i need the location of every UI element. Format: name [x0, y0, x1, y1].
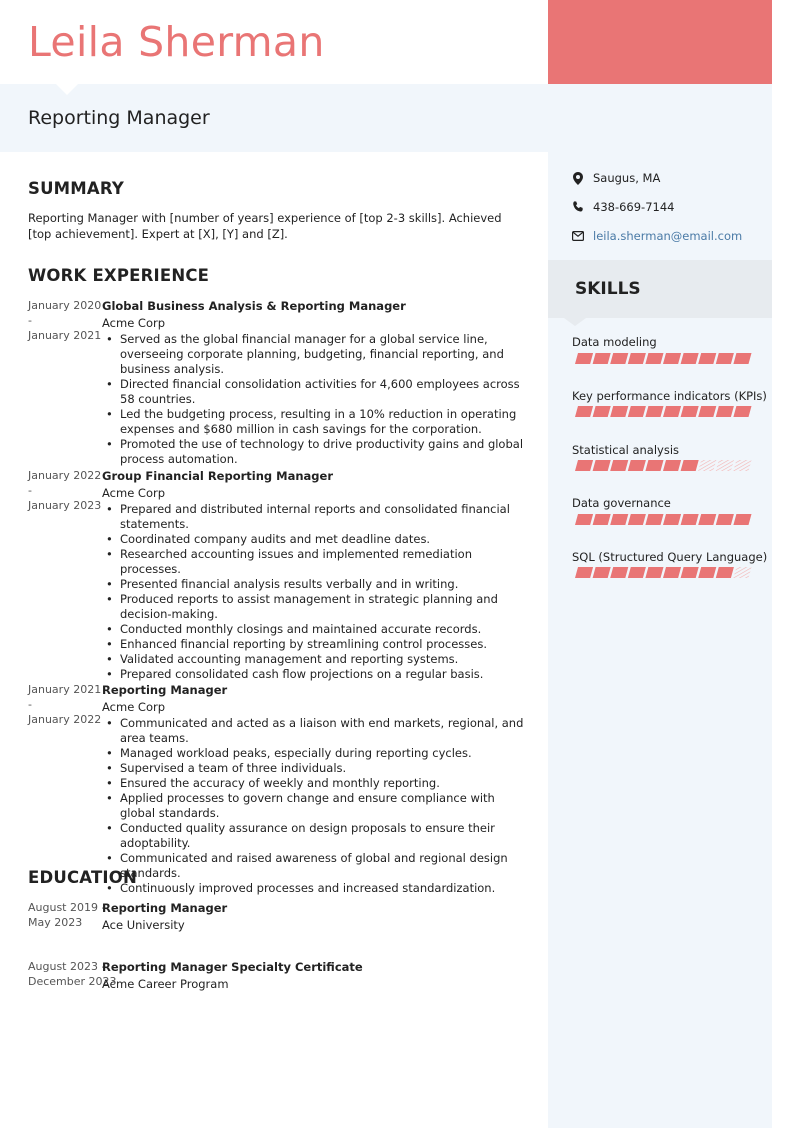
list-item: • Applied processes to govern change and ensure compliance with global standards. [102, 791, 527, 821]
list-item: • Communicated and raised awareness of global and regional design standards. [102, 851, 527, 881]
skill-segment-filled [610, 353, 628, 364]
skill-level-bar [572, 514, 752, 525]
list-item: • Presented financial analysis results verbally and in writing. [102, 577, 527, 592]
job-entry [102, 298, 527, 467]
list-item: • Communicated and acted as a liaison with end markets, regional, and area teams. [102, 716, 527, 746]
education-school: Acme Career Program [102, 977, 229, 991]
skill-segment-filled [663, 406, 681, 417]
list-item: • Conducted quality assurance on design proposals to ensure their adoptability. [102, 821, 527, 851]
skill-level-bar [572, 406, 752, 417]
candidate-name: Leila Sherman [28, 18, 325, 66]
map-pin-icon [572, 171, 584, 185]
skills-band-notch [564, 318, 586, 326]
job-entry [102, 682, 527, 896]
job-dates [28, 298, 102, 343]
skill-segment-empty [733, 567, 751, 578]
skill-segment-filled [733, 353, 751, 364]
job-role: Global Business Analysis & Reporting Manager [102, 299, 406, 313]
skill-segment-filled [716, 406, 734, 417]
skill-segment-filled [645, 406, 663, 417]
list-item: • Promoted the use of technology to drive productivity gains and global process automation. [102, 437, 527, 467]
skill-segment-filled [610, 460, 628, 471]
skill-segment-filled [575, 567, 593, 578]
skills-heading: SKILLS [575, 279, 641, 299]
skill-segment-filled [645, 567, 663, 578]
job-date-end: January 2022 [28, 713, 102, 726]
job-date-end: January 2021 [28, 329, 102, 342]
job-bullets [102, 716, 527, 896]
education-date-end: May 2023 [28, 916, 83, 929]
education-dates [28, 900, 106, 930]
skill-name: Data governance [572, 496, 671, 510]
skill-segment-filled [628, 567, 646, 578]
skill-name: Key performance indicators (KPIs) [572, 389, 767, 403]
list-item: • Prepared and distributed internal reports and consolidated financial statements. [102, 502, 527, 532]
job-company: Acme Corp [102, 486, 166, 500]
skill-segment-filled [698, 567, 716, 578]
skill-segment-filled [610, 567, 628, 578]
job-role: Reporting Manager [102, 683, 228, 697]
job-role: Group Financial Reporting Manager [102, 469, 334, 483]
education-dates [28, 959, 117, 989]
job-date-separator: - [28, 314, 32, 327]
job-company: Acme Corp [102, 700, 166, 714]
skill-level-bar [572, 460, 752, 471]
job-date-start: January 2022 [28, 469, 102, 482]
skill-segment-filled [628, 406, 646, 417]
skill-segment-filled [663, 514, 681, 525]
skill-segment-empty [716, 460, 734, 471]
skill-segment-filled [733, 406, 751, 417]
skill-segment-filled [575, 406, 593, 417]
job-bullets [102, 502, 527, 682]
title-band-notch [56, 84, 78, 95]
skill-segment-filled [698, 406, 716, 417]
skill-segment-filled [681, 406, 699, 417]
job-bullets [102, 332, 527, 467]
skill-segment-filled [575, 460, 593, 471]
skill-segment-filled [628, 460, 646, 471]
skill-segment-filled [663, 460, 681, 471]
header-accent-block [548, 0, 772, 84]
skill-segment-filled [593, 353, 611, 364]
contact-location [572, 170, 660, 186]
skill-segment-filled [716, 567, 734, 578]
skill-segment-filled [575, 353, 593, 364]
job-date-start: January 2020 [28, 299, 102, 312]
skill-segment-filled [681, 460, 699, 471]
education-heading: EDUCATION [28, 868, 137, 887]
skill-name: Data modeling [572, 335, 657, 349]
list-item: • Managed workload peaks, especially during reporting cycles. [102, 746, 527, 761]
skill-segment-filled [716, 353, 734, 364]
job-entry [102, 468, 527, 682]
summary-text: Reporting Manager with [number of years] experience of [top 2-3 skills]. Achieved [top achievement]. Expert at [X], [Y] and [Z]. [28, 211, 502, 241]
skill-segment-filled [645, 353, 663, 364]
list-item: • Ensured the accuracy of weekly and monthly reporting. [102, 776, 527, 791]
skill-segment-filled [663, 353, 681, 364]
list-item: • Coordinated company audits and met deadline dates. [102, 532, 527, 547]
job-date-separator: - [28, 698, 32, 711]
list-item: • Led the budgeting process, resulting in a 10% reduction in operating expenses and $680 million in cash savings for the corporation. [102, 407, 527, 437]
education-school: Ace University [102, 918, 185, 932]
contact-email[interactable] [572, 228, 742, 244]
list-item: • Served as the global financial manager for a global service line, overseeing corporate planning, budgeting, financial reporting, and business analysis. [102, 332, 527, 377]
skill-segment-filled [628, 353, 646, 364]
list-item: • Continuously improved processes and increased standardization. [102, 881, 527, 896]
job-title: Reporting Manager [28, 107, 210, 129]
skill-segment-filled [575, 514, 593, 525]
education-date-start: August 2023 - [28, 960, 106, 973]
phone-icon [572, 200, 584, 214]
list-item: • Validated accounting management and reporting systems. [102, 652, 527, 667]
list-item: • Produced reports to assist management in strategic planning and decision-making. [102, 592, 527, 622]
job-date-separator: - [28, 484, 32, 497]
skill-segment-filled [681, 353, 699, 364]
skill-segment-filled [593, 567, 611, 578]
summary-heading: SUMMARY [28, 179, 125, 198]
skill-segment-filled [733, 514, 751, 525]
skill-segment-empty [733, 460, 751, 471]
skill-segment-filled [681, 514, 699, 525]
skill-name: Statistical analysis [572, 443, 680, 457]
list-item: • Conducted monthly closings and maintained accurate records. [102, 622, 527, 637]
skill-segment-filled [716, 514, 734, 525]
contact-location-text: Saugus, MA [593, 171, 661, 185]
list-item: • Supervised a team of three individuals. [102, 761, 527, 776]
education-entry [102, 900, 527, 934]
list-item: • Directed financial consolidation activities for 4,600 employees across 58 countries. [102, 377, 527, 407]
skill-segment-filled [610, 406, 628, 417]
skill-name: SQL (Structured Query Language) [572, 550, 768, 564]
skill-segment-empty [698, 460, 716, 471]
list-item: • Enhanced financial reporting by streamlining control processes. [102, 637, 527, 652]
skill-segment-filled [593, 406, 611, 417]
skill-level-bar [572, 353, 752, 364]
list-item: • Researched accounting issues and implemented remediation processes. [102, 547, 527, 577]
skill-segment-filled [645, 460, 663, 471]
skill-segment-filled [610, 514, 628, 525]
skill-segment-filled [593, 514, 611, 525]
skill-segment-filled [628, 514, 646, 525]
skill-segment-filled [698, 353, 716, 364]
job-date-end: January 2023 [28, 499, 102, 512]
job-date-start: January 2021 [28, 683, 102, 696]
education-degree: Reporting Manager [102, 901, 228, 915]
education-date-start: August 2019 - [28, 901, 106, 914]
contact-phone-text: 438-669-7144 [593, 200, 675, 214]
job-dates [28, 468, 102, 513]
education-entry [102, 959, 527, 993]
skill-segment-filled [681, 567, 699, 578]
contact-phone [572, 199, 674, 215]
work-experience-heading: WORK EXPERIENCE [28, 266, 210, 285]
skill-segment-filled [593, 460, 611, 471]
skill-segment-filled [698, 514, 716, 525]
contact-email-link[interactable]: leila.sherman@email.com [593, 229, 743, 243]
skill-segment-filled [645, 514, 663, 525]
education-degree: Reporting Manager Specialty Certificate [102, 960, 363, 974]
list-item: • Prepared consolidated cash flow projections on a regular basis. [102, 667, 527, 682]
skill-segment-filled [663, 567, 681, 578]
envelope-icon [572, 229, 584, 243]
job-dates [28, 682, 102, 727]
education-date-end: December 2023 [28, 975, 117, 988]
job-company: Acme Corp [102, 316, 166, 330]
skill-level-bar [572, 567, 752, 578]
